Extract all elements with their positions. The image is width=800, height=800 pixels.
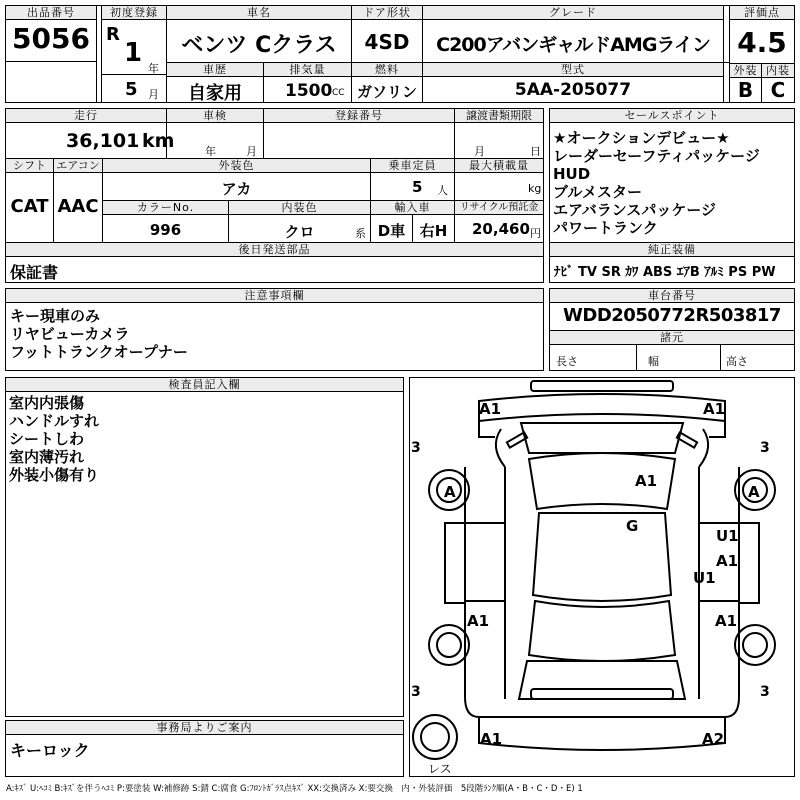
mileage-unit: km — [142, 130, 175, 152]
damage-mark: A1 — [480, 730, 503, 748]
color-label: 外装色 — [103, 159, 370, 173]
office-note: キーロック — [10, 741, 90, 760]
int-grade: C — [770, 78, 786, 102]
model-label: 型式 — [423, 63, 723, 77]
sales-point: ブルメスター — [553, 183, 642, 201]
score: 4.5 — [737, 26, 787, 59]
ext-grade: B — [737, 78, 754, 102]
chassis-label: 車台番号 — [550, 289, 794, 303]
import-label: 輸入車 — [371, 201, 454, 215]
equipment-label: 純正装備 — [550, 243, 794, 257]
damage-mark: A1 — [479, 400, 502, 418]
inspection-month-unit: 月 — [246, 145, 257, 158]
lot-label: 出品番号 — [6, 6, 96, 20]
import-dealer: D車 — [377, 222, 406, 240]
length-label: 長さ — [556, 355, 578, 368]
int-label: 内装 — [762, 64, 794, 78]
damage-mark: G — [626, 517, 639, 535]
note-item: キー現車のみ — [10, 307, 101, 325]
equipment-list — [554, 261, 776, 280]
fuel-label: 燃料 — [352, 63, 422, 77]
colorno-label: カラーNo. — [103, 201, 228, 215]
equipment-item: ｴｱB — [676, 265, 700, 280]
load-label: 最大積載量 — [455, 159, 543, 173]
transfer-label: 譲渡書類期限 — [455, 109, 543, 123]
interior-unit: 系 — [355, 227, 366, 240]
inspector-item: シートしわ — [9, 430, 85, 448]
height-label: 高さ — [726, 355, 748, 368]
inspection-year-unit: 年 — [205, 145, 216, 158]
mileage: 36,101 — [66, 130, 140, 152]
grade: C200アバンギャルドAMGライン — [436, 34, 710, 56]
damage-mark: A1 — [635, 472, 658, 490]
chassis-number: WDD2050772R503817 — [563, 305, 781, 326]
interior-color: クロ — [284, 223, 315, 241]
recycle-unit: 円 — [530, 227, 541, 240]
inspector-item: ハンドルすれ — [9, 412, 100, 430]
dims-label: 諸元 — [550, 331, 794, 345]
reg-month-unit: 月 — [148, 88, 159, 101]
damage-mark: A2 — [702, 730, 725, 748]
inspection-label: 車検 — [167, 109, 263, 123]
office-label: 事務局よりご案内 — [6, 721, 403, 735]
fuel: ガソリン — [356, 83, 417, 101]
damage-mark: A — [444, 483, 456, 501]
lot-number: 5056 — [12, 22, 90, 55]
inspector-list — [9, 394, 99, 484]
damage-mark: 3 — [760, 440, 770, 456]
note-item: フットトランクオープナー — [10, 343, 188, 361]
sales-point: ★オークションデビュー★ — [553, 129, 730, 147]
damage-mark: U1 — [693, 569, 716, 587]
sales-point: エアバランスパッケージ — [553, 201, 717, 219]
transfer-day-unit: 日 — [530, 145, 541, 158]
sales-points-list — [553, 129, 760, 237]
car-outline-diagram — [409, 377, 795, 777]
legend: A:ｷｽﾞ U:ﾍｺﾐ B:ｷｽﾞを伴うﾍｺﾐ P:要塗装 W:補修跡 S:錆 C:腐食 G:ﾌﾛﾝﾄｶﾞﾗｽ点ｷｽﾞ XX:交換済み X:要交換 内・外装評価 5段階ﾗﾝｸ順(A・B・C・D・E) 1 — [6, 784, 583, 794]
notes-list — [10, 307, 188, 361]
inspector-item: 室内薄汚れ — [9, 448, 85, 466]
inspector-item: 外装小傷有り — [9, 466, 100, 484]
damage-mark: A1 — [716, 552, 739, 570]
inspector-item: 室内内張傷 — [9, 394, 85, 412]
door-label: ドア形状 — [352, 6, 422, 20]
sales-points-label: セールスポイント — [550, 109, 794, 123]
ext-label: 外装 — [730, 64, 761, 78]
later-parts: 保証書 — [10, 263, 59, 282]
ac-label: エアコン — [54, 159, 102, 173]
score-label: 評価点 — [730, 6, 794, 20]
reg-month: 5 — [125, 79, 138, 100]
damage-mark: 3 — [411, 684, 421, 700]
recycle-amount: 20,460 — [472, 220, 530, 238]
equipment-item: SR — [601, 265, 621, 280]
car-name-label: 車名 — [167, 6, 351, 20]
capacity: 5 — [412, 178, 423, 196]
shift-label: シフト — [6, 159, 53, 173]
equipment-item: ﾅﾋﾞ — [554, 265, 574, 280]
equipment-item: PW — [751, 265, 776, 280]
damage-mark: 3 — [411, 440, 421, 456]
displacement: 1500 — [285, 81, 333, 101]
notes-label: 注意事項欄 — [6, 289, 543, 303]
damage-mark: A1 — [715, 612, 738, 630]
recycle-label: リサイクル預託金 — [455, 201, 543, 215]
displacement-unit: CC — [332, 88, 345, 98]
grade-label: グレード — [423, 6, 723, 20]
sales-point: HUD — [553, 165, 591, 183]
damage-mark: 3 — [760, 684, 770, 700]
ac: AAC — [57, 196, 99, 217]
sales-point: パワートランク — [553, 219, 658, 237]
inspector-label: 検査員記入欄 — [6, 378, 403, 392]
first-reg-label: 初度登録 — [102, 6, 166, 20]
regno-label: 登録番号 — [264, 109, 454, 123]
exterior-color: アカ — [221, 180, 252, 198]
load-unit: kg — [528, 182, 542, 195]
equipment-item: ABS — [642, 265, 673, 280]
equipment-item: PS — [728, 265, 748, 280]
import-handle: 右H — [419, 222, 448, 240]
later-parts-label: 後日発送部品 — [6, 243, 543, 257]
history-label: 車歴 — [167, 63, 263, 77]
mileage-label: 走行 — [6, 109, 166, 123]
equipment-item: TV — [578, 265, 597, 280]
reg-year-unit: 年 — [148, 62, 159, 75]
damage-mark: A1 — [703, 400, 726, 418]
transfer-month-unit: 月 — [474, 145, 485, 158]
sales-point: レーダーセーフティパッケージ — [553, 147, 760, 165]
equipment-item: ｶﾜ — [625, 265, 639, 280]
history: 自家用 — [188, 83, 242, 104]
capacity-label: 乗車定員 — [371, 159, 454, 173]
damage-mark: A — [748, 483, 760, 501]
capacity-unit: 人 — [437, 184, 448, 197]
damage-mark: A1 — [467, 612, 490, 630]
equipment-item: ｱﾙﾐ — [704, 265, 724, 280]
reg-year: 1 — [124, 38, 143, 68]
color-no: 996 — [149, 221, 182, 239]
spare-tire-label: レス — [428, 762, 452, 776]
door-type: 4SD — [364, 30, 410, 54]
damage-mark: U1 — [716, 527, 739, 545]
era: R — [106, 24, 120, 45]
width-label: 幅 — [648, 355, 659, 368]
displacement-label: 排気量 — [264, 63, 351, 77]
note-item: リヤビューカメラ — [10, 325, 130, 343]
shift: CAT — [10, 196, 49, 217]
interior-label: 内装色 — [229, 201, 370, 215]
car-name: ベンツ Cクラス — [181, 33, 337, 58]
model: 5AA-205077 — [514, 80, 632, 100]
